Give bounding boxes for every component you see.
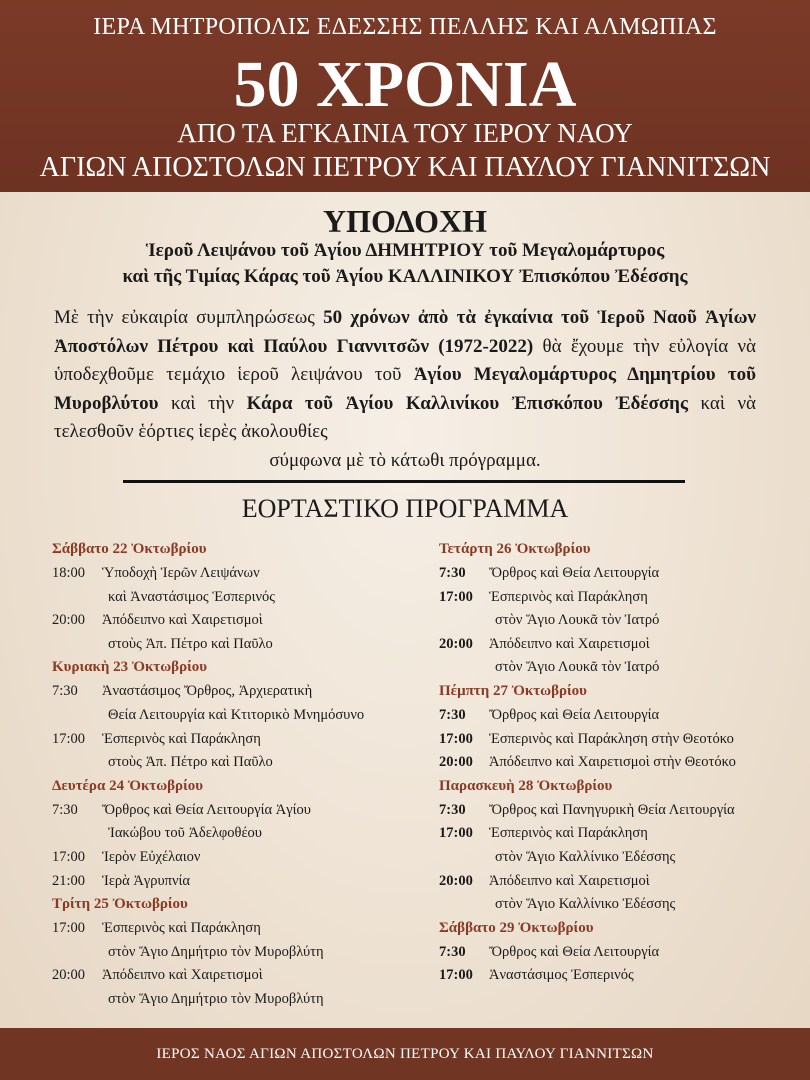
- schedule-item: [439, 633, 799, 680]
- event-description: [489, 751, 799, 775]
- event-description: [102, 799, 422, 846]
- event-line-1: Ἱερὸν Εὐχέλαιον: [102, 848, 201, 865]
- anniversary-title: 50 ΧΡΟΝΙΑ: [233, 48, 577, 121]
- event-line-1: Ἀπόδειπνο καὶ Χαιρετισμοὶ στὴν Θεοτόκο: [489, 754, 736, 771]
- program-title: ΕΟΡΤΑΣΤΙΚΟ ΠΡΟΓΡΑΜΜΑ: [241, 494, 569, 523]
- day-heading: Τετάρτη 26 Ὀκτωβρίου: [439, 541, 591, 557]
- event-description: [489, 822, 799, 869]
- event-time: 17:00: [439, 730, 473, 747]
- event-time: 20:00: [439, 754, 473, 771]
- event-line-1: Ὄρθρος καὶ Θεία Λειτουργία Ἁγίου: [102, 801, 311, 818]
- intro-text-5: σύμφωνα μὲ τὸ κάτωθι πρόγραμμα.: [269, 449, 541, 471]
- event-line-1: Ἑσπερινὸς καὶ Παράκληση: [102, 730, 261, 747]
- event-time: 17:00: [52, 848, 86, 865]
- event-description: [489, 870, 799, 917]
- event-description: [102, 870, 422, 894]
- event-line-2: στὸν Ἅγιο Λουκᾶ τὸν Ἰατρό: [495, 612, 660, 629]
- section-divider: [123, 480, 685, 483]
- anniversary-subtitle-1: ΑΠΟ ΤΑ ΕΓΚΑΙΝΙΑ ΤΟΥ ΙΕΡΟΥ ΝΑΟΥ: [177, 118, 633, 148]
- schedule-item: [52, 917, 422, 964]
- event-time: 7:30: [439, 565, 466, 581]
- anniversary-subtitle-2: ΑΓΙΩΝ ΑΠΟΣΤΟΛΩΝ ΠΕΤΡΟΥ ΚΑΙ ΠΑΥΛΟΥ ΓΙΑΝΝΙΤΣΩΝ: [39, 152, 771, 183]
- event-line-2: στοὺς Ἀπ. Πέτρο καὶ Παῦλο: [108, 754, 273, 771]
- event-time: 17:00: [52, 920, 86, 937]
- schedule-item: [439, 964, 799, 988]
- schedule-item: [439, 751, 799, 775]
- intro-bold-3: Κάρα τοῦ Ἁγίου Καλλινίκου Ἐπισκόπου Ἐδέσσης: [246, 392, 688, 414]
- event-description: [489, 799, 799, 823]
- schedule-item: [439, 870, 799, 917]
- event-time: 18:00: [52, 565, 86, 581]
- event-line-2: στοὺς Ἀπ. Πέτρο καὶ Παῦλο: [108, 635, 273, 652]
- event-line-1: Ὄρθρος καὶ Θεία Λειτουργία: [489, 943, 660, 960]
- event-line-1: Ὄρθρος καὶ Θεία Λειτουργία: [489, 565, 660, 581]
- program-column-left: [52, 538, 422, 1012]
- event-time: 7:30: [52, 683, 78, 700]
- schedule-item: [439, 822, 799, 869]
- event-time: 20:00: [439, 635, 473, 652]
- schedule-item: [52, 964, 422, 1011]
- event-line-2: Ἰακώβου τοῦ Ἀδελφοθέου: [108, 825, 262, 842]
- event-line-1: Ἑσπερινὸς καὶ Παράκληση: [102, 920, 261, 937]
- intro-paragraph: [54, 304, 756, 475]
- schedule-item: [52, 562, 422, 609]
- event-time: 17:00: [439, 588, 473, 605]
- day-heading: Σάββατο 29 Ὀκτωβρίου: [439, 919, 594, 936]
- event-line-1: Ἑσπερινὸς καὶ Παράκληση: [489, 825, 648, 842]
- day-heading: Τρίτη 25 Ὀκτωβρίου: [52, 896, 188, 913]
- event-time: 7:30: [439, 943, 466, 960]
- event-time: 17:00: [52, 730, 86, 747]
- event-line-1: Ἱερὰ Ἀγρυπνία: [102, 872, 191, 889]
- event-description: [489, 941, 799, 965]
- event-description: [102, 728, 422, 775]
- intro-bold-1: 50 χρόνων ἀπὸ τὰ ἐγκαίνια τοῦ Ἱεροῦ Ναοῦ Ἁγίων Ἀποστόλων Πέτρου καὶ Παύλου Γιαννιτσῶν (1972-2022): [54, 307, 756, 357]
- day-heading: Παρασκευὴ 28 Ὀκτωβρίου: [439, 777, 613, 794]
- event-time: 20:00: [52, 967, 86, 984]
- event-line-1: Ἑσπερινὸς καὶ Παράκληση: [489, 588, 648, 605]
- event-time: 21:00: [52, 872, 86, 889]
- program-column-right: [439, 538, 799, 988]
- event-line-2: στὸν Ἅγιο Δημήτριο τὸν Μυροβλύτη: [108, 990, 324, 1007]
- event-description: [102, 917, 422, 964]
- header-banner: [0, 0, 810, 192]
- intro-bold-2: Ἁγίου Μεγαλομάρτυρος Δημητρίου τοῦ Μυροβλύτου: [54, 364, 756, 414]
- schedule-item: [52, 799, 422, 846]
- reception-line-1: Ἱεροῦ Λειψάνου τοῦ Ἁγίου ΔΗΜΗΤΡΙΟΥ τοῦ Μεγαλομάρτυρος: [145, 240, 665, 261]
- event-line-1: Ἀπόδειπνο καὶ Χαιρετισμοὶ: [489, 872, 650, 889]
- reception-line-2: καὶ τῆς Τιμίας Κάρας τοῦ Ἁγίου ΚΑΛΛΙΝΙΚΟΥ Ἐπισκόπου Ἐδέσσης: [122, 266, 688, 287]
- intro-text-3: καὶ τὴν: [158, 392, 247, 414]
- day-heading: Σάββατο 22 Ὀκτωβρίου: [52, 541, 207, 557]
- event-line-1: Ἀπόδειπνο καὶ Χαιρετισμοὶ: [102, 967, 263, 984]
- schedule-item: [52, 680, 422, 727]
- event-description: [489, 728, 799, 752]
- event-line-1: Ἀναστάσιμος Ἑσπερινός: [489, 967, 634, 984]
- event-line-1: Ὄρθρος καὶ Πανηγυρικὴ Θεία Λειτουργία: [489, 801, 735, 818]
- event-time: 20:00: [52, 612, 86, 629]
- event-description: [102, 680, 422, 727]
- day-heading: Πέμπτη 27 Ὀκτωβρίου: [439, 682, 587, 699]
- schedule-item: [52, 870, 422, 894]
- event-time: 7:30: [439, 706, 466, 723]
- event-line-1: Ὑποδοχὴ Ἱερῶν Λειψάνων: [102, 565, 260, 581]
- day-heading: Κυριακὴ 23 Ὀκτωβρίου: [52, 659, 208, 676]
- event-line-2: στὸν Ἅγιο Καλλίνικο Ἐδέσσης: [495, 896, 676, 913]
- event-line-2: στὸν Ἅγιο Δημήτριο τὸν Μυροβλύτη: [108, 943, 324, 960]
- event-line-1: Ἀναστάσιμος Ὄρθρος, Ἀρχιερατικὴ: [102, 683, 313, 700]
- footer-banner: ΙΕΡΟΣ ΝΑΟΣ ΑΓΙΩΝ ΑΠΟΣΤΟΛΩΝ ΠΕΤΡΟΥ ΚΑΙ ΠΑΥΛΟΥ ΓΙΑΝΝΙΤΣΩΝ: [0, 1028, 810, 1080]
- event-description: [102, 846, 422, 870]
- intro-text-1: Μὲ τὴν εὐκαιρία συμπληρώσεως: [54, 307, 324, 328]
- schedule-item: [439, 799, 799, 823]
- event-line-1: Ὄρθρος καὶ Θεία Λειτουργία: [489, 706, 660, 723]
- schedule-item: [439, 941, 799, 965]
- schedule-item: [439, 562, 799, 586]
- event-time: 17:00: [439, 967, 473, 984]
- event-description: [489, 964, 799, 988]
- intro-text-2: θὰ ἔχουμε τὴν εὐλογία νὰ ὑποδεχθοῦμε τεμάχιο ἱεροῦ λειψάνου τοῦ: [54, 335, 757, 385]
- event-time: 7:30: [52, 801, 78, 818]
- event-description: [489, 704, 799, 728]
- event-description: [102, 964, 422, 1011]
- event-line-2: στὸν Ἅγιο Καλλίνικο Ἐδέσσης: [495, 848, 676, 865]
- event-line-1: Ἑσπερινὸς καὶ Παράκληση στὴν Θεοτόκο: [489, 730, 734, 747]
- reception-title: ΥΠΟΔΟΧΗ: [323, 203, 487, 239]
- schedule-item: [52, 846, 422, 870]
- event-line-1: Ἀπόδειπνο καὶ Χαιρετισμοὶ: [489, 635, 650, 652]
- day-heading: Δευτέρα 24 Ὀκτωβρίου: [52, 777, 204, 794]
- event-description: [102, 562, 422, 609]
- schedule-item: [52, 609, 422, 656]
- intro-text-4: καὶ νὰ τελεσθοῦν ἑόρτιες ἱερὲς ἀκολουθίες: [54, 392, 756, 442]
- schedule-item: [439, 586, 799, 633]
- schedule-item: [439, 728, 799, 752]
- metropolis-name: ΙΕΡΑ ΜΗΤΡΟΠΟΛΙΣ ΕΔΕΣΣΗΣ ΠΕΛΛΗΣ ΚΑΙ ΑΛΜΩΠΙΑΣ: [93, 14, 717, 40]
- event-time: 7:30: [439, 801, 466, 818]
- event-time: 17:00: [439, 825, 473, 842]
- event-line-1: Ἀπόδειπνο καὶ Χαιρετισμοὶ: [102, 612, 263, 629]
- event-description: [489, 633, 799, 680]
- event-description: [102, 609, 422, 656]
- event-time: 20:00: [439, 872, 473, 889]
- schedule-item: [52, 728, 422, 775]
- event-line-2: Θεία Λειτουργία καὶ Κτιτορικὸ Μνημόσυνο: [108, 706, 365, 723]
- event-description: [489, 586, 799, 633]
- schedule-item: [439, 704, 799, 728]
- event-line-2: καὶ Ἀναστάσιμος Ἑσπερινός: [108, 588, 276, 605]
- event-description: [489, 562, 799, 586]
- event-line-2: στὸν Ἅγιο Λουκᾶ τὸν Ἰατρό: [495, 659, 660, 676]
